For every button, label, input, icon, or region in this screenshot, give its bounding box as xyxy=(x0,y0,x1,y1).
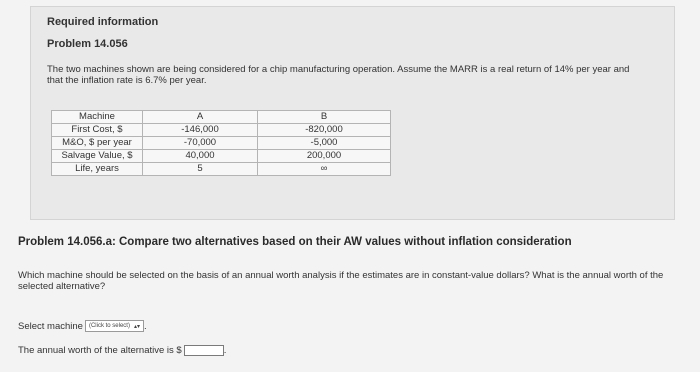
select-suffix: . xyxy=(144,320,147,332)
table-row-label: First Cost, $ xyxy=(52,124,143,137)
table-cell: ∞ xyxy=(258,163,391,176)
table-row xyxy=(52,150,391,163)
subproblem-title: Problem 14.056.a: Compare two alternatives based on their AW values without inflation consideration xyxy=(18,236,572,248)
annual-worth-input[interactable] xyxy=(184,345,224,356)
machine-comparison-table xyxy=(51,110,391,176)
problem-title: Problem 14.056 xyxy=(47,38,128,50)
table-row-label: Salvage Value, $ xyxy=(52,150,143,163)
dropdown-arrows-icon: ▴▾ xyxy=(133,323,140,330)
table-row xyxy=(52,137,391,150)
table-cell: 200,000 xyxy=(258,150,391,163)
table-row xyxy=(52,163,391,176)
table-cell: 40,000 xyxy=(143,150,258,163)
annual-worth-row xyxy=(18,345,226,356)
table-header-cell: A xyxy=(143,111,258,124)
table-cell: 5 xyxy=(143,163,258,176)
table-cell: -820,000 xyxy=(258,124,391,137)
table-row xyxy=(52,124,391,137)
machine-select-label: Select machine xyxy=(18,320,83,332)
table-header-cell: Machine xyxy=(52,111,143,124)
annual-worth-suffix: . xyxy=(223,345,227,356)
machine-select-placeholder: (Click to select) xyxy=(88,323,130,329)
table-cell: -5,000 xyxy=(258,137,391,150)
table-cell: -146,000 xyxy=(143,124,258,137)
required-information-panel xyxy=(30,6,675,220)
table-row-label: Life, years xyxy=(52,163,143,176)
annual-worth-label: The annual worth of the alternative is $ xyxy=(18,345,182,356)
required-information-title: Required information xyxy=(47,16,159,28)
table-row-label: M&O, $ per year xyxy=(52,137,143,150)
machine-select-row xyxy=(18,320,147,332)
table-header-row xyxy=(52,111,391,124)
problem-description: The two machines shown are being considered for a chip manufacturing operation. Assume the MARR is a real return of 14% per year and that the inflation rate is 6.7% per year. xyxy=(47,64,630,86)
table-header-cell: B xyxy=(258,111,391,124)
machine-select-dropdown[interactable] xyxy=(85,320,144,332)
table-cell: -70,000 xyxy=(143,137,258,150)
question-text: Which machine should be selected on the basis of an annual worth analysis if the estimates are in constant-value dollars? What is the annual worth of the selected alternative? xyxy=(18,270,664,292)
